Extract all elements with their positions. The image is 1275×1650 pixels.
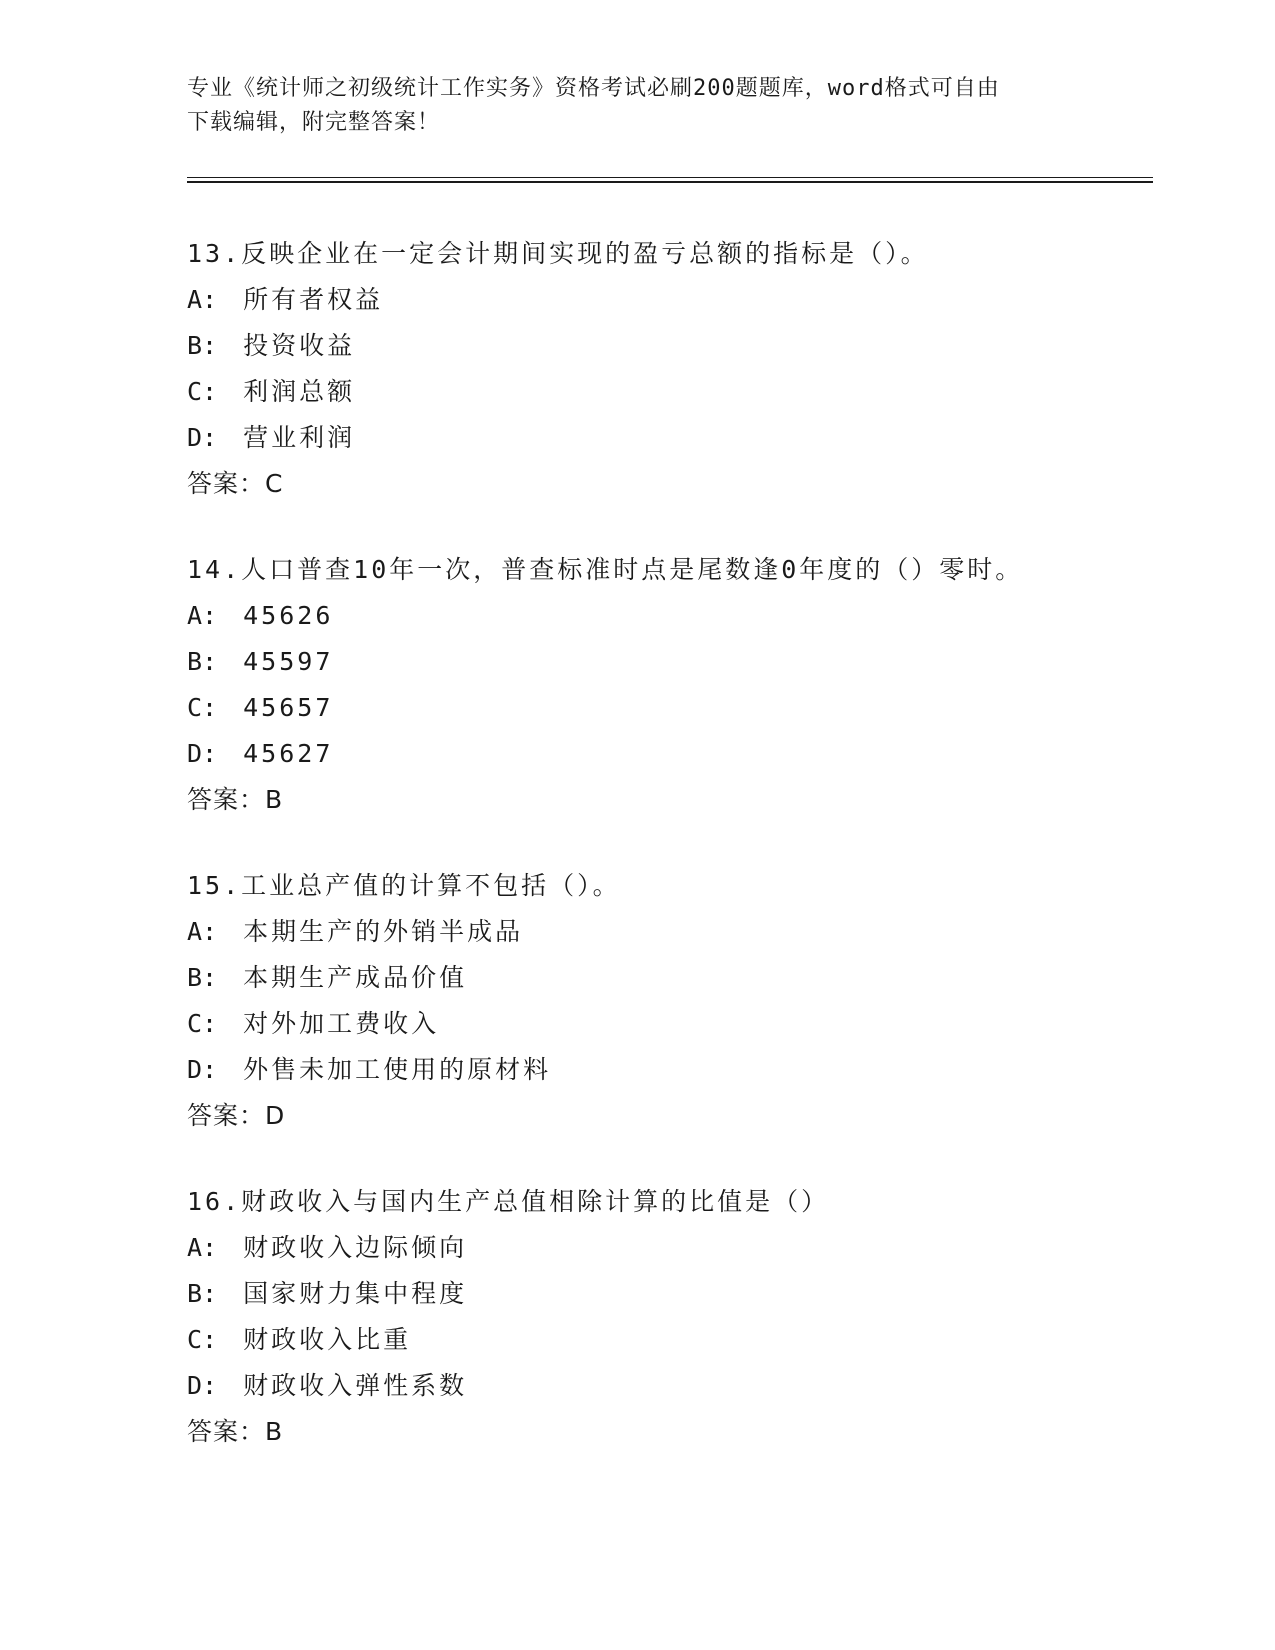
option-d bbox=[187, 731, 1147, 777]
option-text: 本期生产的外销半成品 bbox=[243, 917, 524, 946]
question-13 bbox=[187, 231, 1147, 507]
option-letter: D: bbox=[187, 739, 218, 768]
option-c bbox=[187, 1317, 1147, 1363]
option-c bbox=[187, 369, 1147, 415]
option-text: 财政收入弹性系数 bbox=[243, 1371, 468, 1400]
option-b bbox=[187, 955, 1147, 1001]
question-title: 14.人口普查10年一次，普查标准时点是尾数逢0年度的（）零时。 bbox=[187, 555, 1024, 584]
option-letter: D: bbox=[187, 1055, 218, 1084]
option-text: 国家财力集中程度 bbox=[243, 1279, 468, 1308]
question-title: 15.工业总产值的计算不包括（）。 bbox=[187, 871, 621, 900]
option-letter: D: bbox=[187, 423, 218, 452]
option-b bbox=[187, 1271, 1147, 1317]
answer-line: 答案：C bbox=[187, 469, 284, 498]
question-title: 16.财政收入与国内生产总值相除计算的比值是（） bbox=[187, 1187, 830, 1216]
question-14 bbox=[187, 547, 1147, 823]
option-letter: A: bbox=[187, 917, 218, 946]
answer-line: 答案：B bbox=[187, 1417, 284, 1446]
header-divider-thick bbox=[187, 181, 1153, 183]
option-a bbox=[187, 277, 1147, 323]
option-a bbox=[187, 593, 1147, 639]
option-letter: C: bbox=[187, 1009, 218, 1038]
option-letter: A: bbox=[187, 1233, 218, 1262]
question-15 bbox=[187, 863, 1147, 1139]
option-d bbox=[187, 1047, 1147, 1093]
option-letter: C: bbox=[187, 377, 218, 406]
option-text: 所有者权益 bbox=[243, 285, 384, 314]
header-line-2: 下载编辑，附完整答案！ bbox=[187, 110, 441, 135]
option-letter: D: bbox=[187, 1371, 218, 1400]
option-d bbox=[187, 1363, 1147, 1409]
option-letter: C: bbox=[187, 1325, 218, 1354]
option-letter: B: bbox=[187, 331, 218, 360]
answer-line: 答案：D bbox=[187, 1101, 286, 1130]
option-text: 45627 bbox=[243, 739, 334, 768]
option-d bbox=[187, 415, 1147, 461]
option-text: 本期生产成品价值 bbox=[243, 963, 468, 992]
option-text: 投资收益 bbox=[243, 331, 356, 360]
option-letter: B: bbox=[187, 963, 218, 992]
option-b bbox=[187, 639, 1147, 685]
option-text: 45597 bbox=[243, 647, 334, 676]
option-text: 45626 bbox=[243, 601, 334, 630]
option-a bbox=[187, 909, 1147, 955]
option-letter: A: bbox=[187, 601, 218, 630]
option-text: 利润总额 bbox=[243, 377, 356, 406]
option-text: 财政收入边际倾向 bbox=[243, 1233, 468, 1262]
option-letter: C: bbox=[187, 693, 218, 722]
question-title: 13.反映企业在一定会计期间实现的盈亏总额的指标是（）。 bbox=[187, 239, 929, 268]
option-letter: A: bbox=[187, 285, 218, 314]
option-text: 外售未加工使用的原材料 bbox=[243, 1055, 552, 1084]
option-text: 财政收入比重 bbox=[243, 1325, 412, 1354]
answer-line: 答案：B bbox=[187, 785, 284, 814]
header-line-1: 专业《统计师之初级统计工作实务》资格考试必刷200题题库，word格式可自由 bbox=[187, 76, 1000, 101]
option-c bbox=[187, 685, 1147, 731]
header-divider-thin bbox=[187, 177, 1153, 178]
option-b bbox=[187, 323, 1147, 369]
option-c bbox=[187, 1001, 1147, 1047]
option-a bbox=[187, 1225, 1147, 1271]
option-text: 对外加工费收入 bbox=[243, 1009, 440, 1038]
option-letter: B: bbox=[187, 1279, 218, 1308]
document-header bbox=[187, 72, 1067, 140]
option-text: 45657 bbox=[243, 693, 334, 722]
option-text: 营业利润 bbox=[243, 423, 356, 452]
option-letter: B: bbox=[187, 647, 218, 676]
question-16 bbox=[187, 1179, 1147, 1455]
